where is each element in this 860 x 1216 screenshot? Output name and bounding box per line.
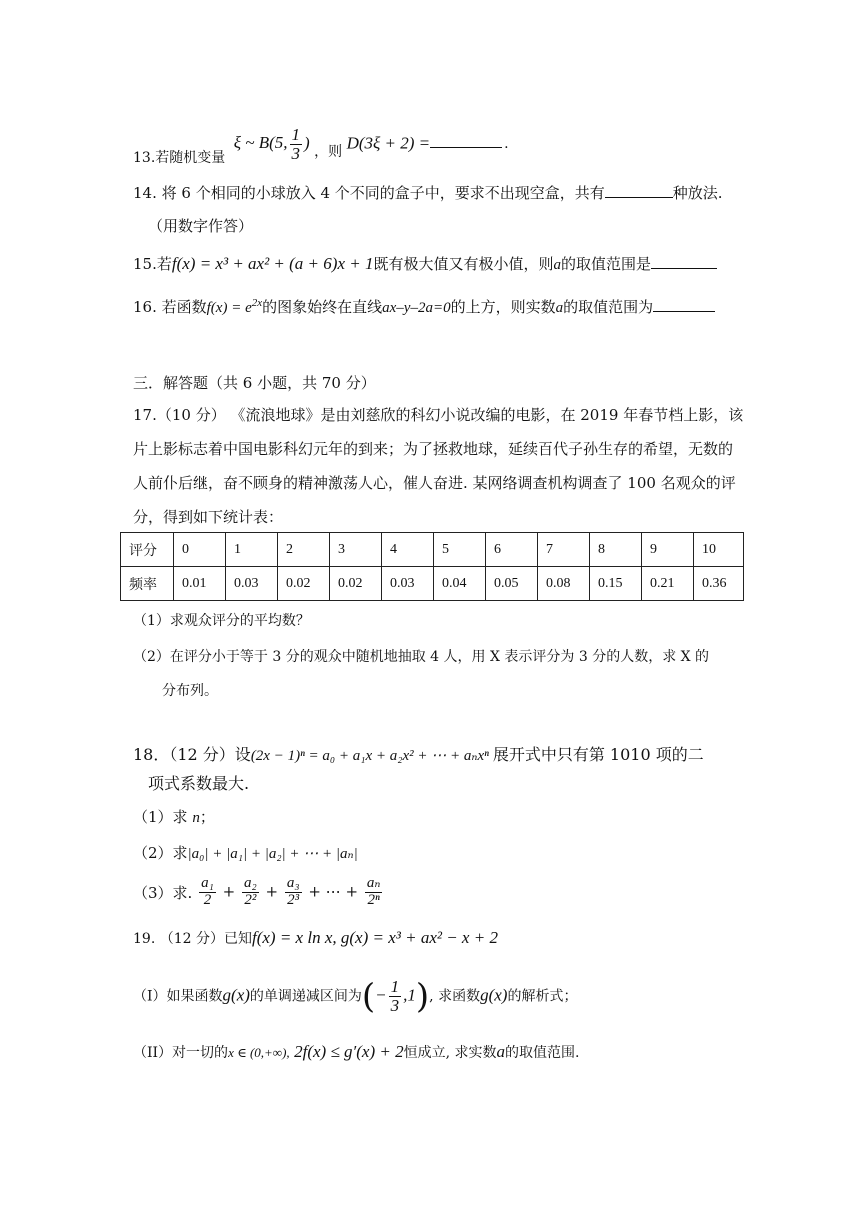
q16-end: 的取值范围为 (563, 298, 654, 316)
right-paren: ) (415, 976, 430, 1017)
table-cell: 0.03 (226, 567, 278, 601)
question-18-part-1 (133, 806, 215, 827)
q19-part1-end: 的解析式； (507, 988, 578, 1005)
q17-line: 17.（10 分） 《流浪地球》是由刘慈欣的科幻小说改编的电影，在 2019 年春节档上影，该 (133, 406, 744, 424)
table-cell: 0.05 (486, 567, 538, 601)
q18-expansion: (2x − 1)ⁿ = a₀ + a₁x + a₂x² + ⋯ + aₙxⁿ (250, 748, 489, 764)
q14-text: 14. 将 6 个相同的小球放入 4 个不同的盒子中，要求不出现空盒，共有 (133, 184, 605, 202)
question-19-part-2 (133, 1042, 579, 1062)
question-14 (133, 182, 723, 203)
q15-mid: 既有极大值又有极小值，则 (373, 255, 554, 273)
table-header-frequency: 频率 (121, 567, 174, 601)
table-cell: 0.02 (330, 567, 382, 601)
question-19 (133, 928, 498, 948)
frac-den: 3 (390, 995, 400, 1015)
q18-part1-var: n (192, 810, 200, 826)
q19-var: a (496, 1042, 505, 1061)
q19-part1-mid2: , 求函数 (429, 988, 481, 1005)
q13-frac-den: 3 (291, 143, 300, 163)
question-17-line-3 (133, 472, 736, 493)
q13-fraction (290, 126, 303, 163)
q16-mid2: 的上方，则实数 (450, 298, 556, 316)
table-cell: 0.15 (590, 567, 642, 601)
q15-prefix: 15.若 (133, 255, 172, 273)
q19-interval-rest: ,1 (403, 985, 416, 1005)
q13-variance: D(3ξ + 2) = (346, 133, 431, 153)
table-cell: 10 (694, 533, 744, 567)
question-19-part-1 (133, 978, 577, 1015)
q17-part2: （2）在评分小于等于 3 分的观众中随机地抽取 4 人，用 X 表示评分为 3 分的人数，求 X 的 (133, 649, 710, 665)
q19-part2-end: 的取值范围. (505, 1045, 580, 1061)
question-18-part-3 (133, 876, 384, 909)
table-cell: 0.04 (434, 567, 486, 601)
q15-function: f(x) = x³ + ax² + (a + 6)x + 1 (171, 254, 374, 273)
q16-line: ax–y–2a=0 (382, 300, 451, 316)
section-3-heading (133, 372, 376, 393)
q13-frac-num: 1 (291, 125, 300, 144)
q16-mid: 的图象始终在直线 (262, 298, 383, 316)
q18-term-n (365, 876, 383, 909)
table-cell: 4 (382, 533, 434, 567)
table-cell: 0.08 (538, 567, 590, 601)
q13-answer-blank (430, 147, 502, 148)
question-17-line-1 (133, 404, 743, 425)
q19-part2-mid: 恒成立, 求实数 (403, 1045, 497, 1061)
term-num: a₃ (286, 875, 300, 891)
question-17-line-4 (133, 506, 283, 527)
table-cell: 0.03 (382, 567, 434, 601)
q17-part1: （1）求观众评分的平均数？ (133, 613, 310, 629)
table-row-frequencies (121, 567, 744, 601)
table-cell: 0.21 (642, 567, 694, 601)
q16-function: f(x) = e (206, 300, 252, 316)
frac-num: 1 (390, 977, 400, 996)
plus-sign: + (308, 882, 321, 901)
q14-text-end: 种放法. (672, 184, 723, 202)
q13-prefix: 13.若随机变量 (133, 150, 226, 167)
table-cell: 3 (330, 533, 382, 567)
section-3-title: 三．解答题（共 6 小题，共 70 分） (133, 374, 376, 392)
ellipsis: ⋯ (325, 882, 341, 901)
term-num: aₙ (366, 875, 381, 891)
table-cell: 8 (590, 533, 642, 567)
table-header-score: 评分 (121, 533, 174, 567)
question-13 (133, 125, 509, 167)
q16-answer-blank (653, 311, 715, 312)
table-row-scores (121, 533, 744, 567)
question-17-part-2 (133, 646, 709, 666)
term-num: a₁ (201, 875, 214, 891)
q18-prefix: 18．（12 分）设 (133, 745, 251, 764)
term-den: 2 (203, 891, 212, 908)
table-cell: 0.01 (174, 567, 226, 601)
question-18 (133, 742, 704, 765)
left-paren: ( (361, 976, 376, 1017)
q17-line: 人前仆后继，奋不顾身的精神激荡人心，催人奋进. 某网络调查机构调查了 100 名观众的评 (133, 474, 736, 492)
plus-sign: + (265, 882, 279, 901)
q17-line: 分，得到如下统计表： (133, 508, 284, 526)
q13-close: ) (304, 133, 310, 153)
q15-end: 的取值范围是 (560, 255, 651, 273)
question-15 (133, 253, 717, 274)
q18-part2-expr: |a₀| + |a₁| + |a₂| + ⋯ + |aₙ| (187, 846, 358, 862)
term-den: 2² (244, 891, 257, 908)
q18-part3-prefix: （3）求. (133, 884, 193, 903)
q19-domain: x ∈ (0,+∞), (228, 1045, 290, 1060)
q19-functions: f(x) = x ln x, g(x) = x³ + ax² − x + 2 (251, 928, 498, 947)
q19-part1-g: g(x) (222, 985, 250, 1005)
term-den: 2ⁿ (367, 891, 380, 908)
q18-suffix: 展开式中只有第 1010 项的二 (492, 745, 704, 764)
q16-var: a (555, 300, 564, 316)
q15-var: a (553, 257, 561, 273)
question-18-line-2 (148, 771, 249, 794)
question-16 (133, 296, 715, 317)
q16-exponent: 2x (251, 297, 263, 309)
q19-part1-g2: g(x) (480, 985, 508, 1005)
q18-line2: 项式系数最大. (148, 774, 250, 793)
question-17-line-2 (133, 438, 733, 459)
q19-inequality: 2f(x) ≤ g′(x) + 2 (294, 1042, 404, 1061)
q18-term-1 (199, 876, 216, 909)
q13-comma: ，则 (314, 144, 343, 161)
q18-term-2 (242, 876, 259, 909)
table-cell: 9 (642, 533, 694, 567)
q18-part2-prefix: （2）求 (133, 844, 188, 862)
q18-term-3 (285, 876, 302, 909)
question-14-note (148, 215, 253, 236)
q18-part1-end: ； (199, 808, 215, 826)
q19-minus: − (375, 985, 387, 1005)
plus-sign: + (345, 882, 359, 901)
term-den: 2³ (287, 891, 300, 908)
question-18-part-2 (133, 842, 358, 863)
q18-part1-prefix: （1）求 (133, 808, 188, 826)
term-num: a₂ (243, 875, 257, 891)
table-cell: 7 (538, 533, 590, 567)
score-frequency-table (120, 532, 744, 601)
table-cell: 0.02 (278, 567, 330, 601)
q17-line: 片上影标志着中国电影科幻元年的到来；为了拯救地球，延续百代子孙生存的希望，无数的 (133, 440, 734, 458)
q19-part1-mid: 的单调递减区间为 (249, 988, 362, 1005)
q19-part1-prefix: （I）如果函数 (133, 988, 223, 1005)
table-cell: 2 (278, 533, 330, 567)
table-cell: 0.36 (694, 567, 744, 601)
q19-prefix: 19. （12 分）已知 (133, 931, 252, 947)
q14-note: （用数字作答） (148, 217, 254, 235)
question-17-part-1 (133, 610, 310, 630)
q16-prefix: 16. 若函数 (133, 298, 207, 316)
table-cell: 6 (486, 533, 538, 567)
plus-sign: + (222, 882, 236, 901)
table-cell: 1 (226, 533, 278, 567)
q17-part2-cont: 分布列。 (162, 683, 218, 699)
q14-answer-blank (605, 197, 673, 198)
q15-answer-blank (651, 268, 717, 269)
q13-end: . (504, 136, 509, 153)
q13-binomial: ξ ~ B(5, (233, 133, 288, 153)
q19-fraction (389, 978, 402, 1015)
table-cell: 5 (434, 533, 486, 567)
q19-part2-prefix: （II）对一切的 (133, 1045, 229, 1061)
question-17-part-2-cont (162, 680, 218, 700)
table-cell: 0 (174, 533, 226, 567)
